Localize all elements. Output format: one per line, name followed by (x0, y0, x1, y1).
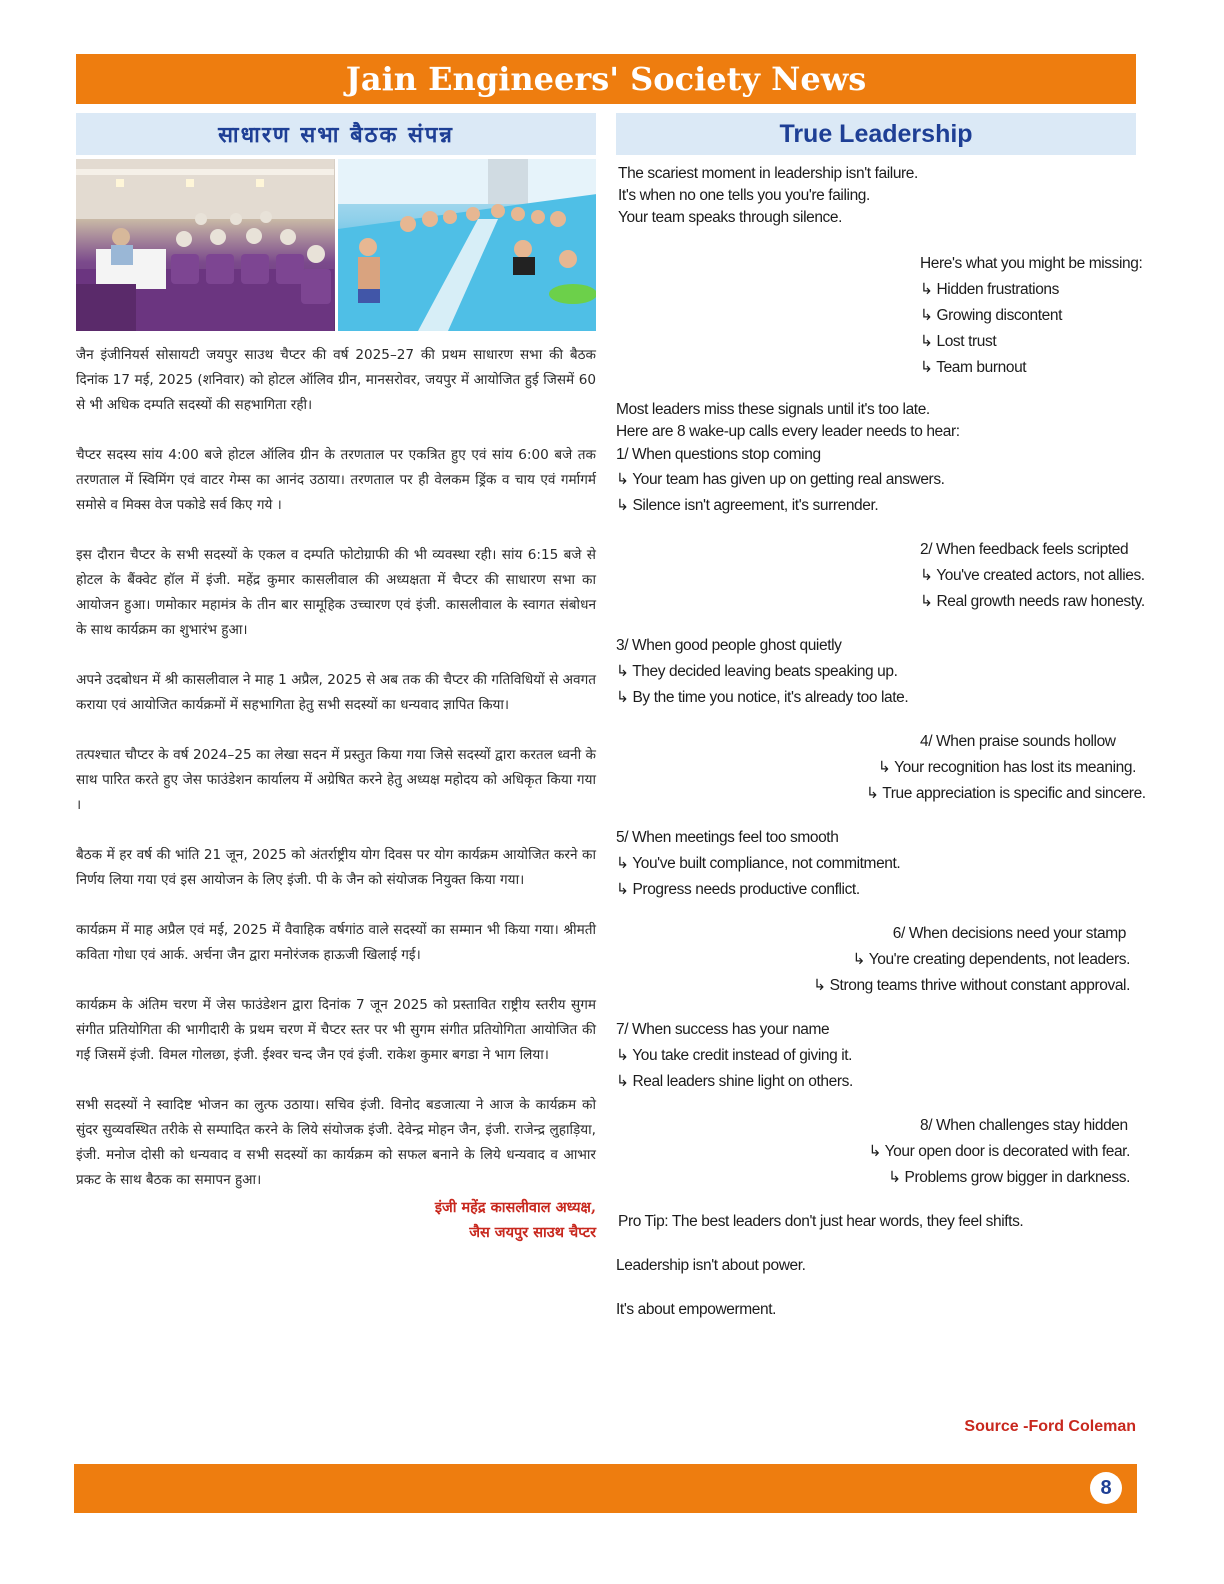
call-point: ↳ Silence isn't agreement, it's surrender. (616, 497, 879, 514)
call-point: ↳ Progress needs productive conflict. (616, 881, 860, 898)
wake-up-call-2 (616, 537, 1145, 615)
call-title: 3/ When good people ghost quietly (616, 637, 842, 654)
call-point: ↳ Problems grow bigger in darkness. (888, 1169, 1130, 1186)
wake-up-call-3 (616, 633, 1136, 711)
left-section-heading: साधारण सभा बैठक संपन्न (218, 122, 454, 148)
wake-up-call-5 (616, 825, 1136, 903)
missing-line: ↳ Lost trust (920, 333, 997, 350)
article-paragraph: इस दौरान चैप्टर के सभी सदस्यों के एकल व दम्पति फोटोग्राफी की भी व्यवस्था रही। सांय 6:15 बजे से होटल के बैंक्वेट हॉल में इंजी. महेंद्र कुमार कासलीवाल की अध्यक्षता में चैप्टर की साधारण सभा का आयोजन हुआ। णमोकार महामंत्र के तीन बार सामूहिक उच्चारण एवं इंजी. कासलीवाल के स्वागत संबोधन के साथ कार्यक्रम का शुभारंभ हुआ। (76, 547, 596, 638)
call-title: 2/ When feedback feels scripted (920, 541, 1129, 558)
meeting-photo (76, 159, 335, 331)
right-section-heading: True Leadership (779, 119, 973, 148)
intro-line: It's when no one tells you you're failing. (618, 187, 870, 204)
wake-up-call-1 (616, 443, 1136, 519)
wake-up-call-4 (616, 729, 1146, 807)
missing-line: ↳ Hidden frustrations (920, 281, 1059, 298)
missing-line: ↳ Team burnout (920, 359, 1027, 376)
call-point: ↳ You've built compliance, not commitment. (616, 855, 901, 872)
signals-line: Most leaders miss these signals until it's too late. (616, 401, 930, 418)
article-paragraph: तत्पश्चात चौप्टर के वर्ष 2024–25 का लेखा सदन में प्रस्तुत किया गया जिसे सदस्यों द्वारा करतल ध्वनी के साथ पारित करते हुए जेस फाउंडेशन कार्यालय में अग्रेषित करने हेतु अध्यक्ष महोदय को अधिकृत किया गया । (76, 747, 596, 813)
signature-line: इंजी महेंद्र कासलीवाल अध्यक्ष, (434, 1199, 596, 1216)
article-paragraph: कार्यक्रम के अंतिम चरण में जेस फाउंडेशन द्वारा दिनांक 7 जून 2025 को प्रस्तावित राष्ट्रीय स्तरीय सुगम संगीत प्रतियोगिता की भागीदारी के प्रथम चरण में चैप्टर स्तर पर भी सुगम संगीत प्रतियोगिता आयोजित की गई जिसमें इंजी. विमल गोलछा, इंजी. ईश्वर चन्द जैन एवं इंजी. राकेश कुमार बगडा ने भाग लिया। (76, 997, 596, 1063)
closing-line: Leadership isn't about power. (616, 1257, 806, 1274)
wake-up-call-7 (616, 1017, 1136, 1095)
pro-tip: Pro Tip: The best leaders don't just hear words, they feel shifts. (618, 1213, 1024, 1230)
photo-strip (76, 159, 596, 331)
intro-line: The scariest moment in leadership isn't failure. (618, 165, 918, 182)
right-section-heading-box (616, 113, 1136, 155)
article-paragraph: बैठक में हर वर्ष की भांति 21 जून, 2025 को अंतर्राष्ट्रीय योग दिवस पर योग कार्यक्रम आयोजित करने का निर्णय लिया गया एवं इस आयोजन के लिए इंजी. पी के जैन को संयोजक नियुक्त किया गया। (76, 847, 596, 888)
leadership-article (616, 163, 1146, 1323)
page-number: 8 (1090, 1472, 1122, 1504)
missing-line: Here's what you might be missing: (920, 255, 1143, 272)
call-point: ↳ They decided leaving beats speaking up. (616, 663, 898, 680)
call-point: ↳ Your team has given up on getting real answers. (616, 471, 945, 488)
left-column (76, 113, 596, 1245)
article-paragraph: कार्यक्रम में माह अप्रैल एवं मई, 2025 में वैवाहिक वर्षगांठ वाले सदस्यों का सम्मान भी किया गया। श्रीमती कविता गोधा एवं आर्क. अर्चना जैन द्वारा मनोरंजक हाऊजी खिलाई गई। (76, 922, 596, 963)
signals-block (616, 399, 1136, 443)
call-point: ↳ Strong teams thrive without constant approval. (813, 977, 1130, 994)
pool-illustration (338, 159, 597, 331)
call-title: 4/ When praise sounds hollow (920, 733, 1116, 750)
call-title: 7/ When success has your name (616, 1021, 830, 1038)
call-title: 8/ When challenges stay hidden (920, 1117, 1128, 1134)
call-title: 6/ When decisions need your stamp (892, 925, 1126, 942)
article-paragraph: चैप्टर सदस्य सांय 4:00 बजे होटल ऑलिव ग्रीन के तरणताल पर एकत्रित हुए एवं सांय 6:00 बजे तक तरणताल में स्विमिंग एवं वाटर गेम्स का आनंद उठाया। तरणताल पर ही वेलकम ड्रिंक व चाय एवं गर्मागर्म समोसे व मिक्स वेज पकोडे सर्व किए गये । (76, 447, 596, 513)
signals-line: Here are 8 wake-up calls every leader needs to hear: (616, 423, 960, 440)
call-point: ↳ Real leaders shine light on others. (616, 1073, 853, 1090)
call-point: ↳ You've created actors, not allies. (920, 567, 1145, 584)
article-paragraph: सभी सदस्यों ने स्वादिष्ट भोजन का लुत्फ उठाया। सचिव इंजी. विनोद बडजात्या ने आज के कार्यक्रम को सुंदर सुव्यवस्थित तरीके से सम्पादित करने के लिये संयोजक इंजी. देवेन्द्र मोहन जैन, इंजी. राजेन्द्र लुहाड़िया, इंजी. मनोज दोसी को धन्यवाद व सभी सदस्यों का कार्यक्रम को सफल बनाने के लिये धन्यवाद व आभार प्रकट के साथ बैठक का समापन हुआ। (76, 1097, 596, 1188)
signature-block (76, 1195, 596, 1245)
article-paragraph: जैन इंजीनियर्स सोसायटी जयपुर साउथ चैप्टर की वर्ष 2025–27 की प्रथम साधारण सभा की बैठक दिनांक 17 मई, 2025 (शनिवार) को होटल ऑलिव ग्रीन, मानसरोवर, जयपुर में आयोजित हुई जिसमें 60 से भी अधिक दम्पति सदस्यों की सहभागिता रही। (76, 347, 596, 413)
missing-line: ↳ Growing discontent (920, 307, 1062, 324)
source-credit: Source -Ford Coleman (964, 1418, 1136, 1435)
left-article-body (76, 343, 596, 1245)
intro-block (616, 163, 1136, 229)
call-point: ↳ True appreciation is specific and sincere. (866, 785, 1146, 802)
meeting-illustration (76, 159, 334, 331)
closing-line: It's about empowerment. (616, 1301, 777, 1318)
call-point: ↳ Your open door is decorated with fear. (868, 1143, 1130, 1160)
right-column (616, 113, 1146, 1323)
intro-line: Your team speaks through silence. (618, 209, 843, 226)
footer-bar (74, 1464, 1137, 1513)
call-point: ↳ Real growth needs raw honesty. (920, 593, 1145, 610)
wake-up-call-8 (616, 1113, 1136, 1191)
call-title: 1/ When questions stop coming (616, 446, 821, 463)
wake-up-call-6 (616, 921, 1136, 999)
call-point: ↳ You take credit instead of giving it. (616, 1047, 853, 1064)
call-title: 5/ When meetings feel too smooth (616, 829, 839, 846)
call-point: ↳ Your recognition has lost its meaning. (877, 759, 1136, 776)
article-paragraph: अपने उदबोधन में श्री कासलीवाल ने माह 1 अप्रैल, 2025 से अब तक की चैप्टर की गतिविधियों से अवगत कराया एवं आयोजित कार्यक्रमों में सहभागिता हेतु सभी सदस्यों का धन्यवाद ज्ञापित किया। (76, 672, 596, 713)
pool-photo (338, 159, 597, 331)
call-point: ↳ By the time you notice, it's already too late. (616, 689, 909, 706)
missing-block (616, 251, 1143, 381)
left-section-heading-box (76, 113, 596, 155)
masthead-title: Jain Engineers' Society News (345, 60, 867, 98)
call-point: ↳ You're creating dependents, not leaders. (852, 951, 1130, 968)
masthead-bar (76, 54, 1136, 104)
signature-line: जैस जयपुर साउथ चैप्टर (469, 1224, 596, 1241)
